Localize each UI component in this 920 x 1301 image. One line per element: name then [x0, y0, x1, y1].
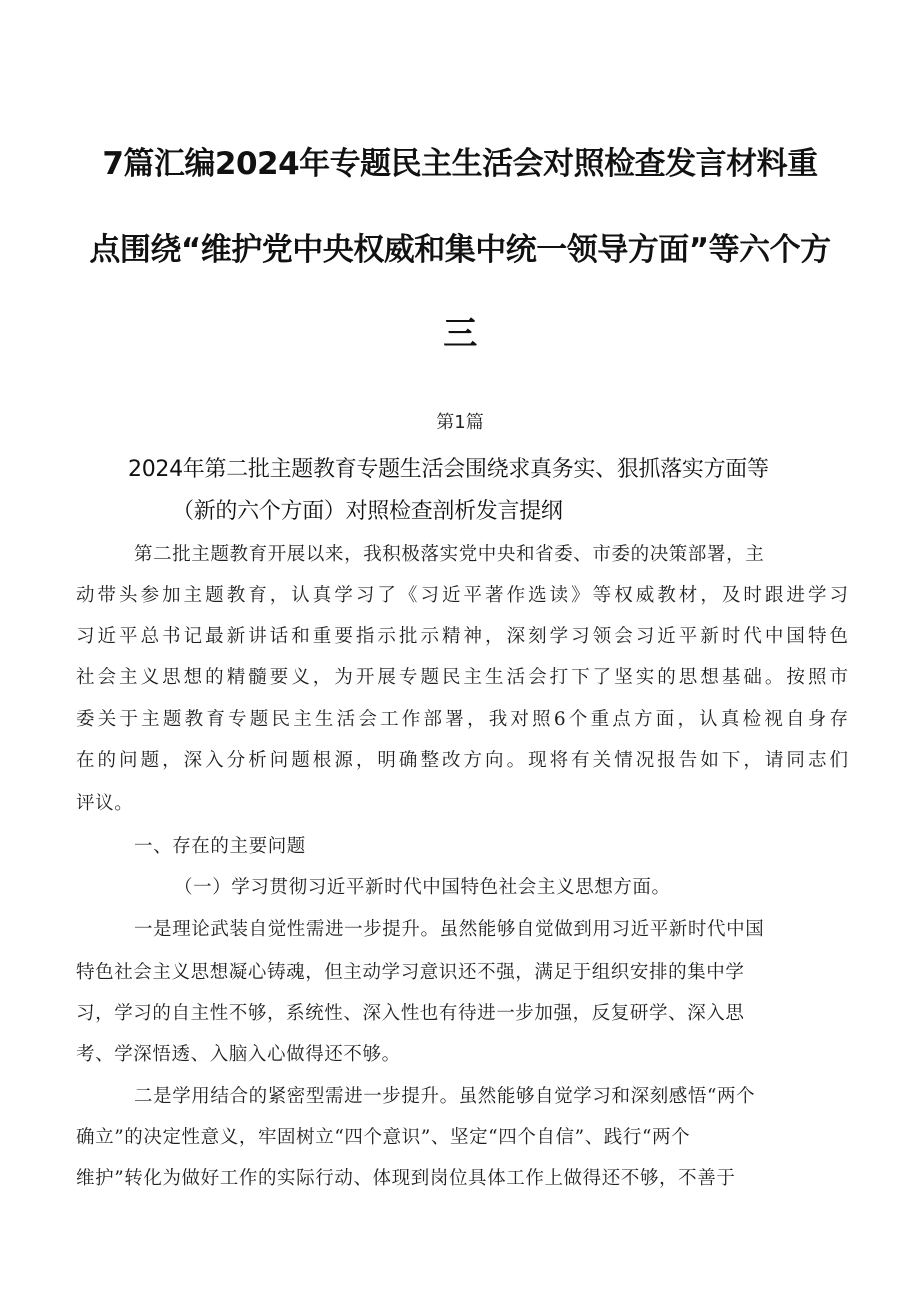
body-paragraph-line: 习，学习的自主性不够，系统性、深入性也有待进一步加强，反复研学、深入思 — [76, 1003, 745, 1024]
document-title-line-3: 三 — [443, 314, 477, 354]
body-paragraph-line: 社会主义思想的精髓要义，为开展专题民主生活会打下了坚实的思想基础。按照市 — [76, 667, 848, 688]
body-paragraph-line: 考、学深悟透、入脑入心做得还不够。 — [76, 1044, 401, 1065]
body-paragraph-line: 特色社会主义思想凝心铸魂，但主动学习意识还不强，满足于组织安排的集中学 — [76, 962, 745, 983]
body-paragraph-line: 第二批主题教育开展以来，我积极落实党中央和省委、市委的决策部署，主 — [134, 544, 765, 565]
body-paragraph-line: 习近平总书记最新讲话和重要指示批示精神，深刻学习领会习近平新时代中国特色 — [76, 626, 848, 647]
body-paragraph-line: 二是学用结合的紧密型需进一步提升。虽然能够自觉学习和深刻感悟“两个 — [134, 1086, 756, 1107]
body-paragraph-line: 维护”转化为做好工作的实际行动、体现到岗位具体工作上做得还不够，不善于 — [76, 1168, 736, 1189]
body-paragraph-line: 一是理论武装自觉性需进一步提升。虽然能够自觉做到用习近平新时代中国 — [134, 919, 765, 940]
body-paragraph-line: 在的问题，深入分析问题根源，明确整改方向。现将有关情况报告如下，请同志们 — [76, 750, 848, 771]
document-title-line-1: 7篇汇编2024年专题民主生活会对照检查发言材料重 — [102, 146, 818, 182]
body-paragraph-line: 评议。 — [76, 793, 134, 814]
document-title-line-2: 点围绕“维护党中央权威和集中统一领导方面”等六个方 — [89, 232, 831, 268]
body-paragraph-line: 动带头参加主题教育，认真学习了《习近平著作选读》等权威教材，及时跟进学习 — [76, 585, 848, 606]
body-paragraph-line: 委关于主题教育专题民主生活会工作部署，我对照6个重点方面，认真检视自身存 — [76, 709, 848, 730]
section-subtitle-line-2: （新的六个方面）对照检查剖析发言提纲 — [172, 499, 563, 524]
subsection-heading: （一）学习贯彻习近平新时代中国特色社会主义思想方面。 — [174, 877, 671, 898]
body-paragraph-line: 确立”的决定性意义，牢固树立“四个意识”、坚定“四个自信”、践行“两个 — [76, 1127, 691, 1148]
section-heading: 一、存在的主要问题 — [134, 836, 306, 857]
chapter-label: 第1篇 — [436, 412, 484, 433]
section-subtitle-line-1: 2024年第二批主题教育专题生活会围绕求真务实、狠抓落实方面等 — [128, 457, 769, 482]
